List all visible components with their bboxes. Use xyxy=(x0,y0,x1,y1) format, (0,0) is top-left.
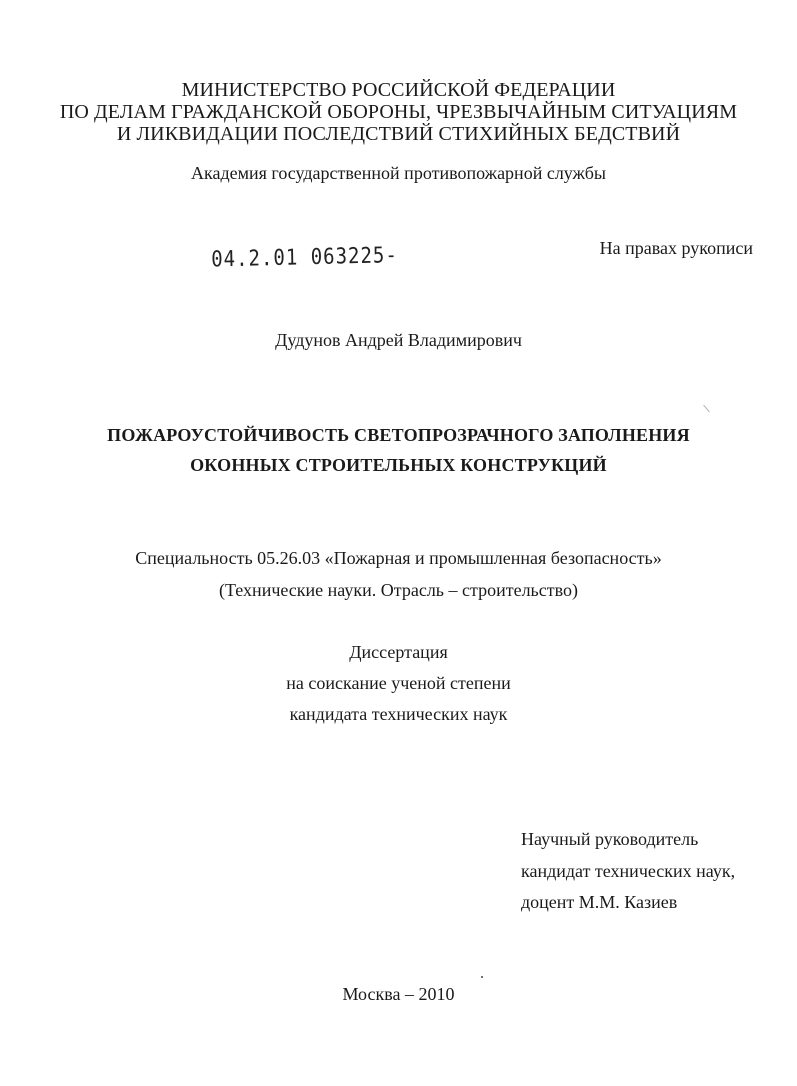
specialty-line-1: Специальность 05.26.03 «Пожарная и промышленная безопасность» xyxy=(135,548,662,568)
author-name: Дудунов Андрей Владимирович xyxy=(275,330,522,350)
specialty-line-2: (Технические науки. Отрасль – строительство) xyxy=(219,580,578,600)
degree-line-2: на соискание ученой степени xyxy=(286,673,511,693)
manuscript-rights: На правах рукописи xyxy=(599,238,753,258)
stray-pen-mark xyxy=(703,405,710,413)
dissertation-title-line-1: ПОЖАРОУСТОЙЧИВОСТЬ СВЕТОПРОЗРАЧНОГО ЗАПОЛНЕНИЯ xyxy=(107,425,690,445)
dissertation-title-line-2: ОКОННЫХ СТРОИТЕЛЬНЫХ КОНСТРУКЦИЙ xyxy=(190,455,607,475)
degree-line-1: Диссертация xyxy=(349,642,448,662)
ministry-line-2: ПО ДЕЛАМ ГРАЖДАНСКОЙ ОБОРОНЫ, ЧРЕЗВЫЧАЙНЫМ СИТУАЦИЯМ xyxy=(59,101,738,123)
city-year: Москва – 2010 xyxy=(342,984,455,1004)
supervisor-line-3: доцент М.М. Казиев xyxy=(521,892,678,912)
ministry-line-3: И ЛИКВИДАЦИИ ПОСЛЕДСТВИЙ СТИХИЙНЫХ БЕДСТВИЙ xyxy=(116,123,681,145)
supervisor-line-1: Научный руководитель xyxy=(521,829,699,849)
supervisor-line-2: кандидат технических наук, xyxy=(521,861,736,881)
degree-line-3: кандидата технических наук xyxy=(289,704,508,724)
academy-name: Академия государственной противопожарной службы xyxy=(190,163,607,183)
ministry-line-1: МИНИСТЕРСТВО РОССИЙСКОЙ ФЕДЕРАЦИИ xyxy=(181,79,616,101)
registration-number-stamp: 04.2.01 063225- xyxy=(211,242,399,273)
stray-ink-dot xyxy=(481,976,483,978)
